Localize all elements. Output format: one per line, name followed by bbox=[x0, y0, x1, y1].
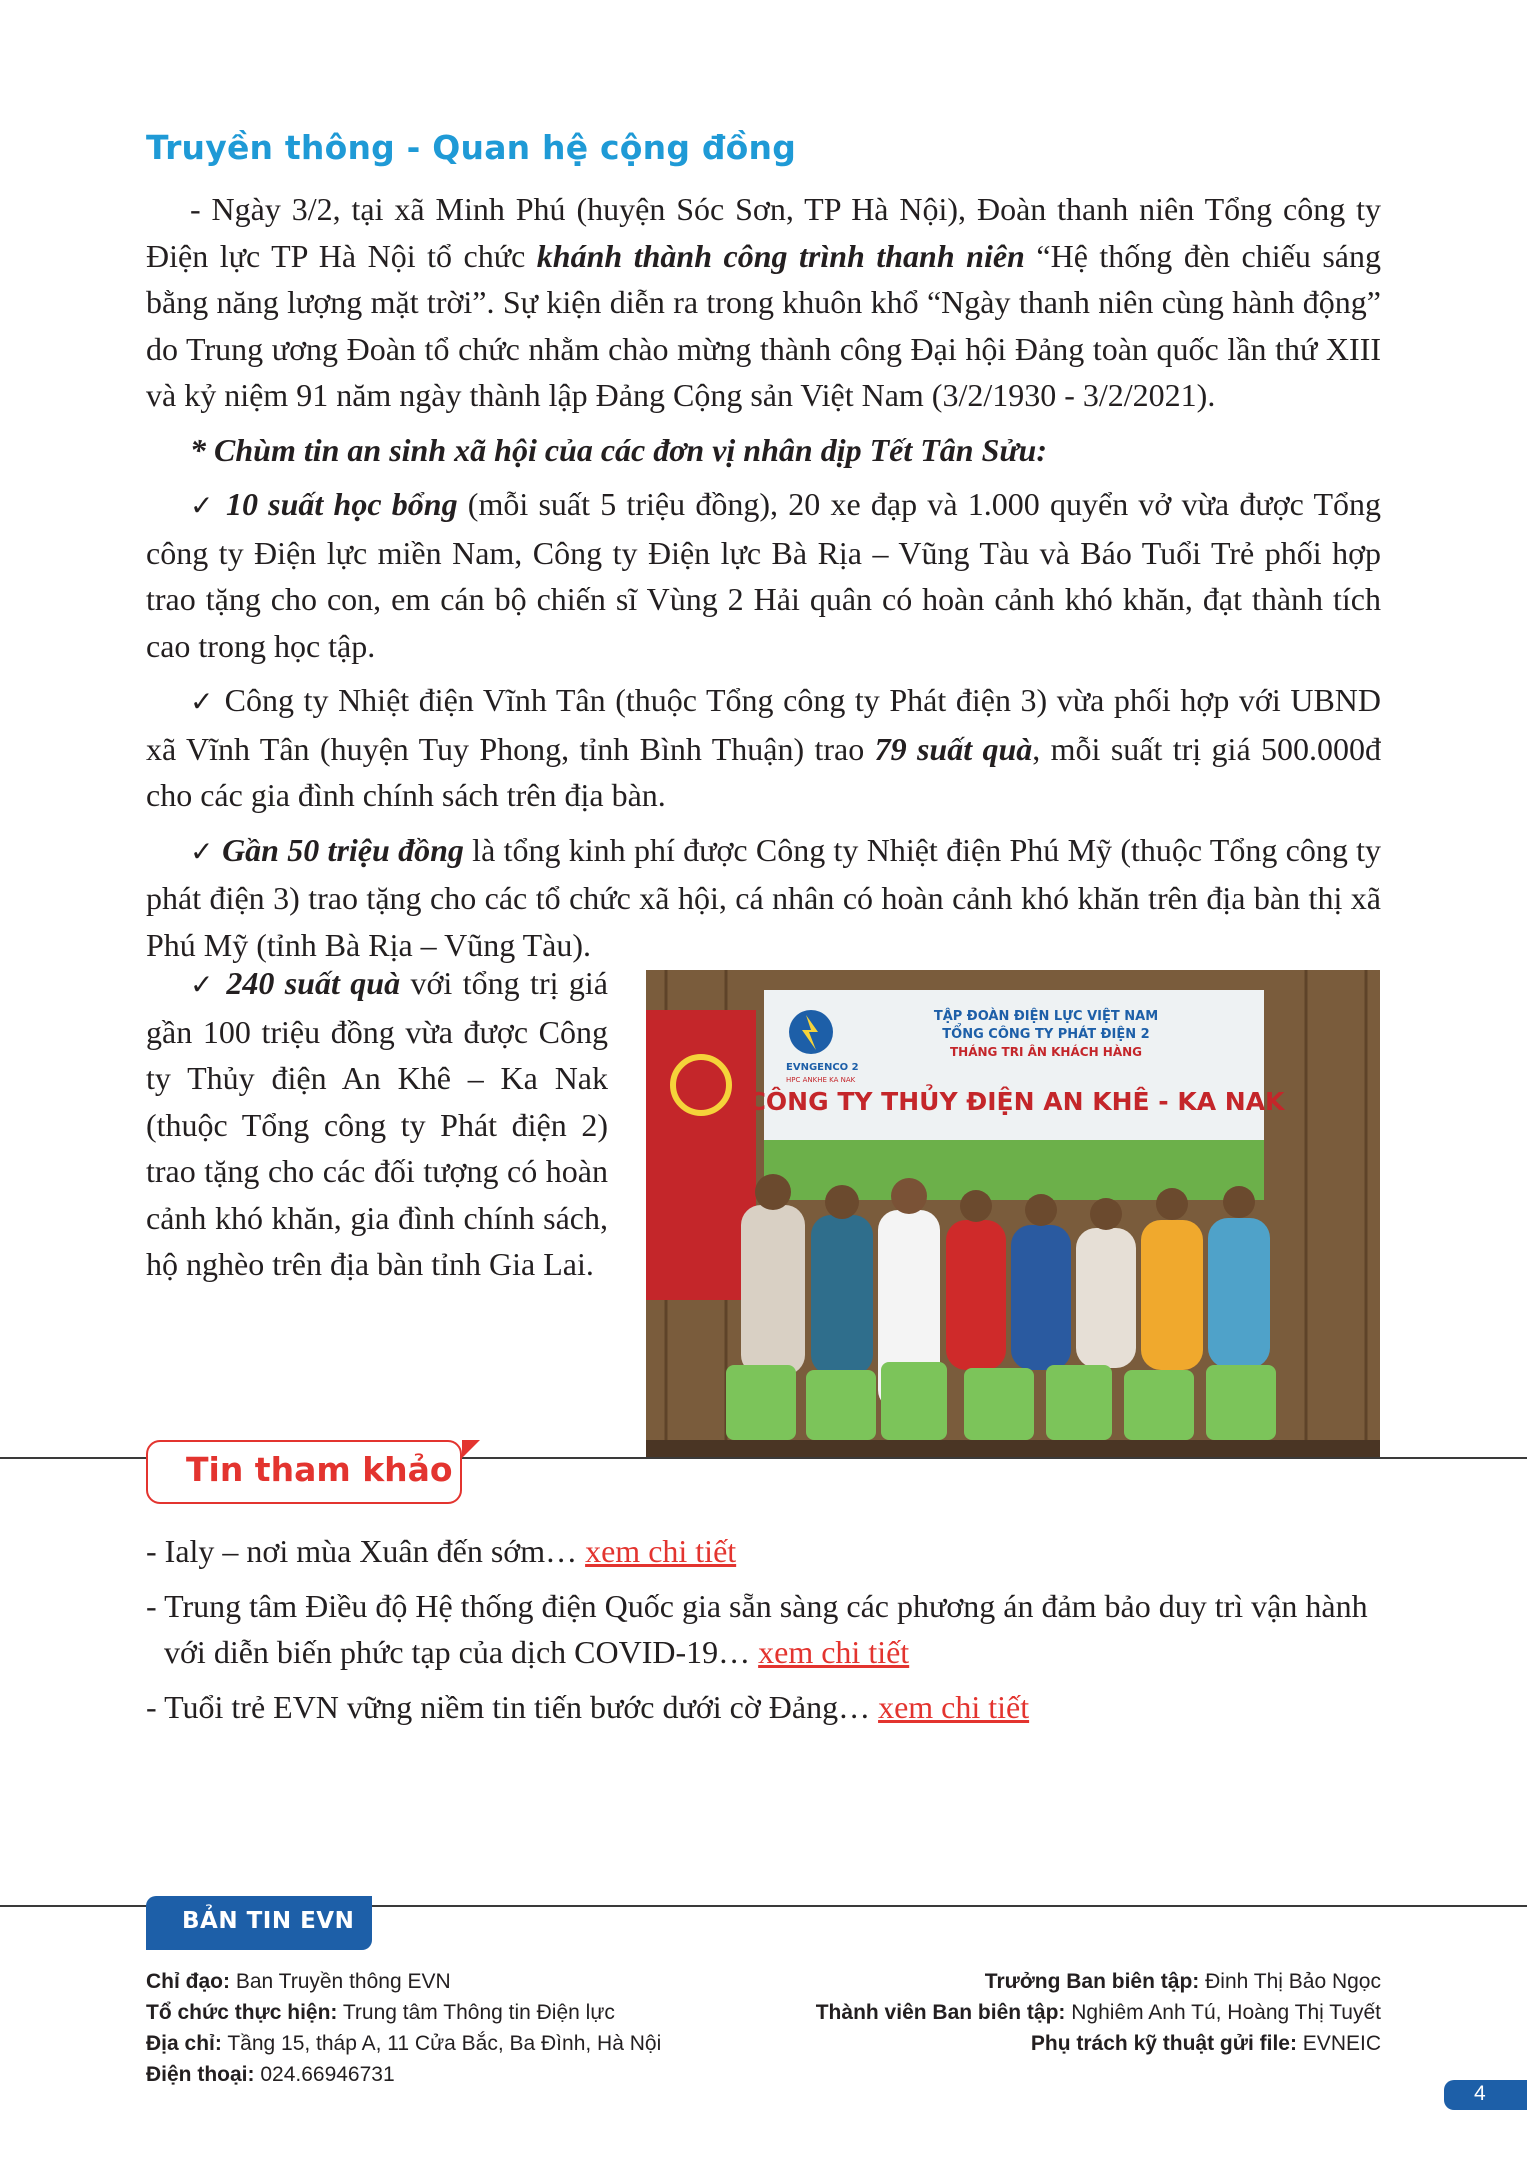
reference-item: - Trung tâm Điều độ Hệ thống điện Quốc gia sẵn sàng các phương án đảm bảo duy trì vận hành với diễn biến phức tạp của dịch COVID-19… xem chi tiết bbox=[146, 1587, 1368, 1670]
reference-item: - Tuổi trẻ EVN vững niềm tin tiến bước dưới cờ Đảng… xem chi tiết bbox=[146, 1688, 1030, 1725]
news-item-3: ✓ Gần 50 triệu đồng là tổng kinh phí được Công ty Nhiệt điện Phú Mỹ (thuộc Tổng công ty phát điện 3) trao tặng cho các tổ chức xã hội, cá nhân có hoàn cảnh khó khăn trên địa bàn thị xã Phú Mỹ (tỉnh Bà Rịa – Vũng Tàu). bbox=[146, 831, 1382, 963]
photo-banner-main: CÔNG TY THỦY ĐIỆN AN KHÊ - KA NAK bbox=[747, 1087, 1285, 1116]
social-news-heading: * Chùm tin an sinh xã hội của các đơn vị nhân dịp Tết Tân Sửu: bbox=[190, 431, 1047, 468]
newsletter-tab bbox=[146, 1896, 372, 1950]
check-icon: ✓ bbox=[190, 968, 216, 1001]
reference-tab-label: Tin tham khảo bbox=[186, 1450, 453, 1489]
news-item-1: ✓ 10 suất học bổng (mỗi suất 5 triệu đồng), 20 xe đạp và 1.000 quyển vở vừa được Tổng công ty Điện lực miền Nam, Công ty Điện lực Bà Rịa – Vũng Tàu và Báo Tuổi Trẻ phối hợp trao tặng cho con, em cán bộ chiến sĩ Vùng 2 Hải quân có hoàn cảnh khó khăn, đạt thành tích cao trong học tập. bbox=[146, 486, 1382, 664]
credits-left bbox=[146, 1966, 661, 2090]
photo-banner-line1: TẬP ĐOÀN ĐIỆN LỰC VIỆT NAM bbox=[933, 1009, 1159, 1024]
credit-line: Trưởng Ban biên tập: Đinh Thị Bảo Ngọc bbox=[984, 1970, 1381, 1993]
credit-line: Tổ chức thực hiện: Trung tâm Thông tin Điện lực bbox=[146, 2001, 615, 2024]
read-more-link[interactable]: xem chi tiết bbox=[585, 1533, 737, 1569]
credit-line: Chỉ đạo: Ban Truyền thông EVN bbox=[146, 1970, 451, 1993]
check-icon: ✓ bbox=[190, 685, 216, 718]
page-number: 4 bbox=[1474, 2082, 1486, 2105]
credit-line: Phụ trách kỹ thuật gửi file: EVNEIC bbox=[1030, 2032, 1381, 2055]
credit-line: Địa chỉ: Tầng 15, tháp A, 11 Cửa Bắc, Ba Đình, Hà Nội bbox=[146, 2032, 662, 2055]
photo-logo-text: EVNGENCO 2 bbox=[786, 1062, 859, 1073]
check-icon: ✓ bbox=[190, 489, 216, 522]
read-more-link[interactable]: xem chi tiết bbox=[878, 1688, 1030, 1725]
paragraph-1: - Ngày 3/2, tại xã Minh Phú (huyện Sóc Sơn, TP Hà Nội), Đoàn thanh niên Tổng công ty Điện lực TP Hà Nội tổ chức khánh thành công trình thanh niên “Hệ thống đèn chiếu sáng bằng năng lượng mặt trời”. Sự kiện diễn ra trong khuôn khổ “Ngày thanh niên cùng hành động” do Trung ương Đoàn tổ chức nhằm chào mừng thành công Đại hội Đảng toàn quốc lần thứ XIII và kỷ niệm 91 năm ngày thành lập Đảng Cộng sản Việt Nam (3/2/1930 - 3/2/2021). bbox=[146, 191, 1382, 413]
reference-tab-corner bbox=[462, 1440, 480, 1458]
news-item-2: ✓ Công ty Nhiệt điện Vĩnh Tân (thuộc Tổng công ty Phát điện 3) vừa phối hợp với UBND xã Vĩnh Tân (huyện Tuy Phong, tỉnh Bình Thuận) trao 79 suất quà, mỗi suất trị giá 500.000đ cho các gia đình chính sách trên địa bàn. bbox=[146, 682, 1382, 813]
reference-list bbox=[146, 1528, 1381, 1738]
credits-right bbox=[816, 1966, 1381, 2059]
photo-banner-line3: THÁNG TRI ÂN KHÁCH HÀNG bbox=[949, 1045, 1143, 1059]
event-photo bbox=[646, 970, 1380, 1458]
check-icon: ✓ bbox=[190, 834, 214, 868]
article-body bbox=[146, 186, 1381, 968]
photo-banner-line2: TỔNG CÔNG TY PHÁT ĐIỆN 2 bbox=[942, 1027, 1150, 1042]
photo-logo-sub: HPC ANKHE KA NAK bbox=[786, 1076, 856, 1084]
page-number-badge bbox=[1444, 2080, 1527, 2110]
section-title: Truyền thông - Quan hệ cộng đồng bbox=[146, 128, 797, 167]
reference-tab bbox=[146, 1440, 462, 1504]
news-item-4: ✓ 240 suất quà với tổng trị giá gần 100 triệu đồng vừa được Công ty Thủy điện An Khê – Ka Nak (thuộc Tổng công ty Phát điện 2) trao tặng cho các đối tượng có hoàn cảnh khó khăn, gia đình chính sách, hộ nghèo trên địa bàn tỉnh Gia Lai. bbox=[146, 965, 609, 1282]
newsletter-tab-label: BẢN TIN EVN bbox=[182, 1908, 355, 1934]
credit-line: Thành viên Ban biên tập: Nghiêm Anh Tú, Hoàng Thị Tuyết bbox=[815, 2001, 1381, 2024]
reference-item: - Ialy – nơi mùa Xuân đến sớm… xem chi tiết bbox=[146, 1533, 737, 1569]
credit-line: Điện thoại: 024.66946731 bbox=[146, 2063, 395, 2086]
read-more-link[interactable]: xem chi tiết bbox=[758, 1634, 910, 1670]
